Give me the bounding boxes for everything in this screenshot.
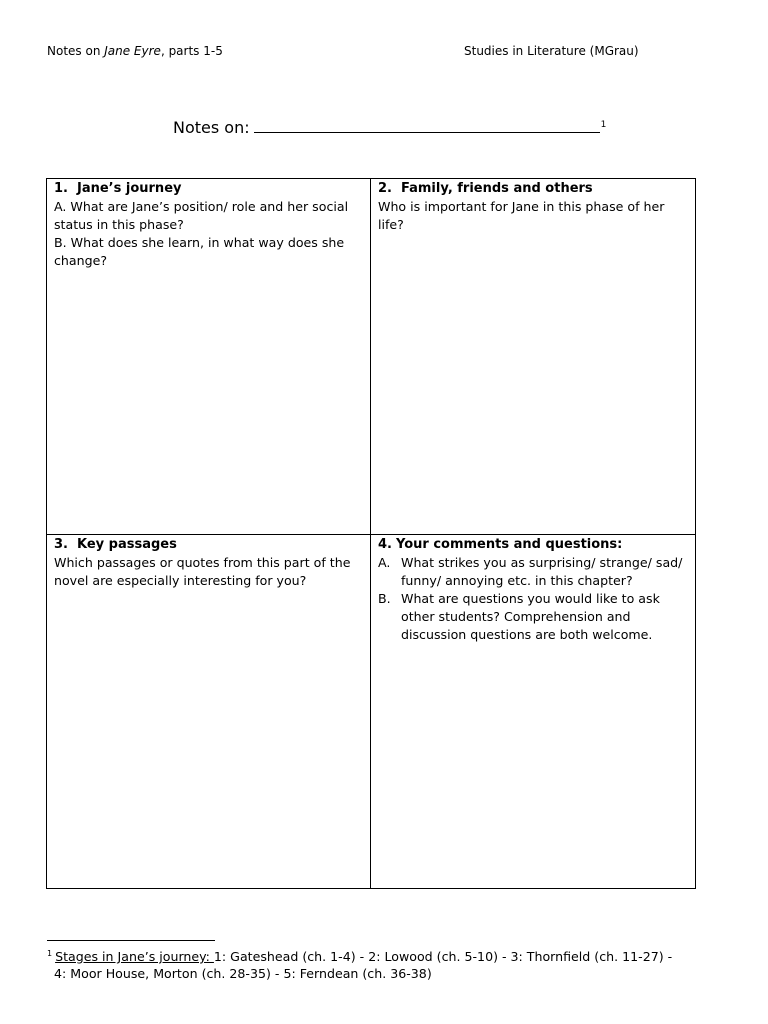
document-header-left [47,44,223,58]
cell-title-text: Jane’s journey [77,181,182,196]
cell-title [378,180,688,198]
cell-key-passages [47,535,371,888]
cell-title-text: Key passages [77,537,177,552]
footnote-reference: 1 [600,119,607,130]
footnote-underlined: Stages in Jane’s journey: [55,949,214,965]
notes-heading [173,118,606,137]
cell-line: B. What does she learn, in what way does she change? [54,235,345,268]
list-item-text: What strikes you as surprising/ strange/ sad/ funny/ annoying etc. in this chapter? [401,555,683,588]
footnote-line-2: 4: Moor House, Morton (ch. 28-35) - 5: Ferndean (ch. 36-38) [54,966,432,982]
list-item [378,590,688,644]
list-item-text: What are questions you would like to ask other students? Comprehension and discussion questions are both welcome. [401,591,660,642]
header-prefix: Notes on [47,44,105,58]
notes-heading-label: Notes on: [173,118,250,137]
question-list [378,554,688,644]
footnote-line-1: 1: Gateshead (ch. 1-4) - 2: Lowood (ch. 5-10) - 3: Thornfield (ch. 11-27) - [213,949,673,965]
footnote-marker: 1 [47,949,53,958]
cell-title-text: Your comments and questions: [395,537,623,552]
cell-title-text: Family, friends and others [401,181,593,196]
cell-family-friends [371,179,695,535]
cell-number: 3. [54,537,68,552]
cell-line: Which passages or quotes from this part of the novel are especially interesting for you? [54,555,351,588]
cell-title [54,180,363,198]
notes-blank-line [254,118,600,133]
header-suffix: , parts 1-5 [160,44,223,58]
header-book-title: Jane Eyre [104,44,161,58]
cell-number: 4. [378,537,392,552]
cell-number: 1. [54,181,68,196]
cell-title [378,536,688,554]
footnote [47,945,687,982]
cell-line: A. What are Jane’s position/ role and her social status in this phase? [54,199,349,232]
cell-line: Who is important for Jane in this phase of her life? [378,199,665,232]
notes-table [46,178,696,889]
footnote-separator [47,940,215,941]
cell-title [54,536,363,554]
cell-comments-questions [371,535,695,888]
list-marker: B. [378,591,391,606]
cell-number: 2. [378,181,392,196]
list-item [378,554,688,590]
document-header-right: Studies in Literature (MGrau) [464,44,639,58]
list-marker: A. [378,555,391,570]
cell-janes-journey [47,179,371,535]
